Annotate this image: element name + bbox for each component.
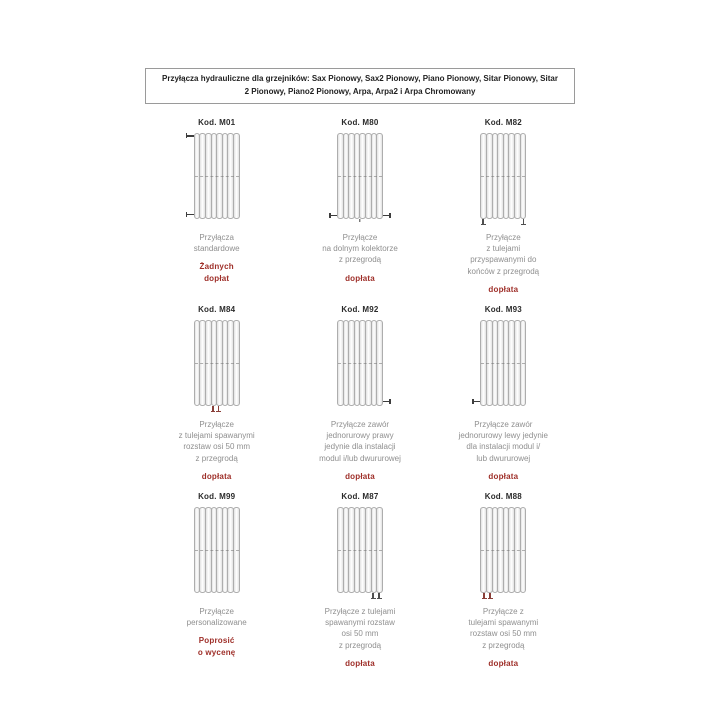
price-line: o wycenę [197, 648, 236, 658]
description-line: z tulejami spawanymi [178, 431, 255, 441]
connection-stub [187, 135, 194, 137]
product-code: Kod. M87 [341, 492, 379, 501]
radiator-diagram [480, 507, 526, 593]
description-line: z przegrodą [482, 640, 525, 650]
connection-stub [383, 401, 390, 403]
price-line: dopłat [204, 274, 230, 284]
price-note [345, 471, 375, 483]
radiator-tube [376, 507, 383, 593]
connection-stub [473, 401, 480, 403]
product-description [319, 419, 401, 464]
description-line: z przegrodą [195, 453, 238, 463]
price-note [345, 658, 375, 670]
description-line: z przegrodą [338, 255, 382, 265]
radiator-tubes [480, 320, 526, 406]
product-cell [288, 297, 431, 484]
radiator-diagram [194, 507, 240, 593]
radiator-tubes [194, 507, 240, 593]
description-line: tulejami spawanymi [468, 618, 539, 628]
product-code: Kod. M99 [198, 492, 236, 501]
radiator-diagram [480, 320, 526, 406]
product-cell [288, 110, 431, 297]
description-line: końców z przegrodą [467, 266, 540, 276]
description-line: Przyłącze [485, 233, 521, 242]
price-line: dopłata [345, 658, 375, 668]
radiator-tube [520, 320, 527, 406]
connection-stub [523, 219, 525, 224]
product-code: Kod. M80 [341, 118, 379, 127]
description-line: lub dwururowej [476, 453, 531, 463]
description-line: standardowe [193, 244, 240, 254]
description-line: Przyłącze [199, 420, 234, 429]
connection-stub [218, 406, 220, 411]
radiator-tube [233, 507, 240, 593]
product-cell [145, 110, 288, 297]
radiator-tube [520, 133, 527, 219]
description-line: Przyłącze z tulejami [324, 607, 396, 616]
product-description [322, 232, 398, 266]
radiator-diagram [337, 133, 383, 219]
connection-stub [212, 406, 214, 411]
connection-stub [383, 215, 390, 217]
connection-stub [372, 593, 374, 598]
description-line: modul i/lub dwururowej [319, 453, 401, 463]
description-line: Przyłącze [199, 607, 234, 616]
description-line: Przyłącza [199, 233, 234, 242]
price-line: Poprosić [198, 636, 235, 646]
product-code: Kod. M01 [198, 118, 236, 127]
description-line: jednorurowy lewy jedynie [458, 431, 549, 441]
connection-stub [489, 593, 491, 598]
radiator-tube [520, 507, 527, 593]
description-line: przyspawanymi do [470, 255, 537, 265]
description-line: rozstaw osi 50 mm [469, 629, 537, 639]
description-line: Przyłącze zawór [474, 420, 533, 429]
description-line: osi 50 mm [341, 629, 379, 639]
description-line: rozstaw osi 50 mm [183, 442, 250, 452]
description-line: Przyłącze zawór [330, 420, 390, 429]
radiator-tubes [337, 507, 383, 593]
description-line: na dolnym kolektorze [322, 244, 398, 254]
product-description [179, 419, 255, 464]
description-line: dla instalacji modul i/ [466, 442, 541, 452]
radiator-tubes [337, 320, 383, 406]
header-text: Przyłącza hydrauliczne dla grzejników: Sax Pionowy, Sax2 Pionowy, Piano Pionowy, Sitar Pionowy, Sitar 2 Pionowy, Piano2 Pionowy, Arpa, Arpa2 i Arpa Chromowany [162, 74, 558, 96]
product-description [459, 419, 548, 464]
price-note [198, 635, 236, 659]
connection-stub [330, 215, 337, 217]
product-code: Kod. M93 [484, 305, 522, 314]
connection-stub [378, 593, 380, 598]
connection-stub [187, 214, 194, 216]
product-code: Kod. M82 [484, 118, 522, 127]
price-line: dopłata [488, 284, 519, 294]
price-line: dopłata [345, 471, 375, 481]
product-cell [288, 484, 431, 671]
radiator-diagram [337, 320, 383, 406]
product-cell [432, 297, 575, 484]
product-code: Kod. M84 [198, 305, 236, 314]
price-line: Żadnych [199, 262, 234, 272]
radiator-tubes [480, 507, 526, 593]
product-code: Kod. M88 [484, 492, 522, 501]
description-line: z przegrodą [338, 640, 382, 650]
radiator-diagram [337, 507, 383, 593]
radiator-tubes [194, 133, 240, 219]
page-header [145, 68, 575, 104]
price-note [488, 471, 518, 483]
product-description [325, 606, 396, 651]
product-cell [145, 484, 288, 671]
product-description [468, 232, 540, 277]
description-line: Przyłącze z [482, 607, 524, 616]
radiator-tube [233, 133, 240, 219]
radiator-tubes [480, 133, 526, 219]
price-line: dopłata [345, 273, 375, 283]
radiator-tubes [194, 320, 240, 406]
price-note [200, 261, 234, 285]
description-line: personalizowane [186, 618, 247, 628]
connection-stub [483, 593, 485, 598]
description-line: z tulejami [486, 244, 521, 254]
product-cell [432, 110, 575, 297]
price-line: dopłata [201, 471, 232, 481]
connection-stub [482, 219, 484, 224]
radiator-tube [376, 320, 383, 406]
connection-stub [359, 219, 360, 223]
description-line: jedynie dla instalacji [324, 442, 396, 452]
product-description [194, 232, 240, 254]
price-note [202, 471, 232, 483]
price-line: dopłata [488, 471, 519, 481]
price-note [488, 284, 518, 296]
radiator-tube [376, 133, 383, 219]
product-description [187, 606, 247, 628]
product-description [468, 606, 538, 651]
price-line: dopłata [488, 658, 519, 668]
product-grid [145, 110, 575, 671]
price-note [345, 273, 375, 285]
description-line: spawanymi rozstaw [325, 618, 395, 628]
radiator-tube [233, 320, 240, 406]
radiator-diagram [194, 320, 240, 406]
product-code: Kod. M92 [341, 305, 379, 314]
description-line: Przyłącze [342, 233, 378, 242]
radiator-tubes [337, 133, 383, 219]
product-cell [145, 297, 288, 484]
price-note [488, 658, 518, 670]
radiator-diagram [480, 133, 526, 219]
description-line: jednorurowy prawy [326, 431, 394, 441]
radiator-diagram [194, 133, 240, 219]
product-cell [432, 484, 575, 671]
